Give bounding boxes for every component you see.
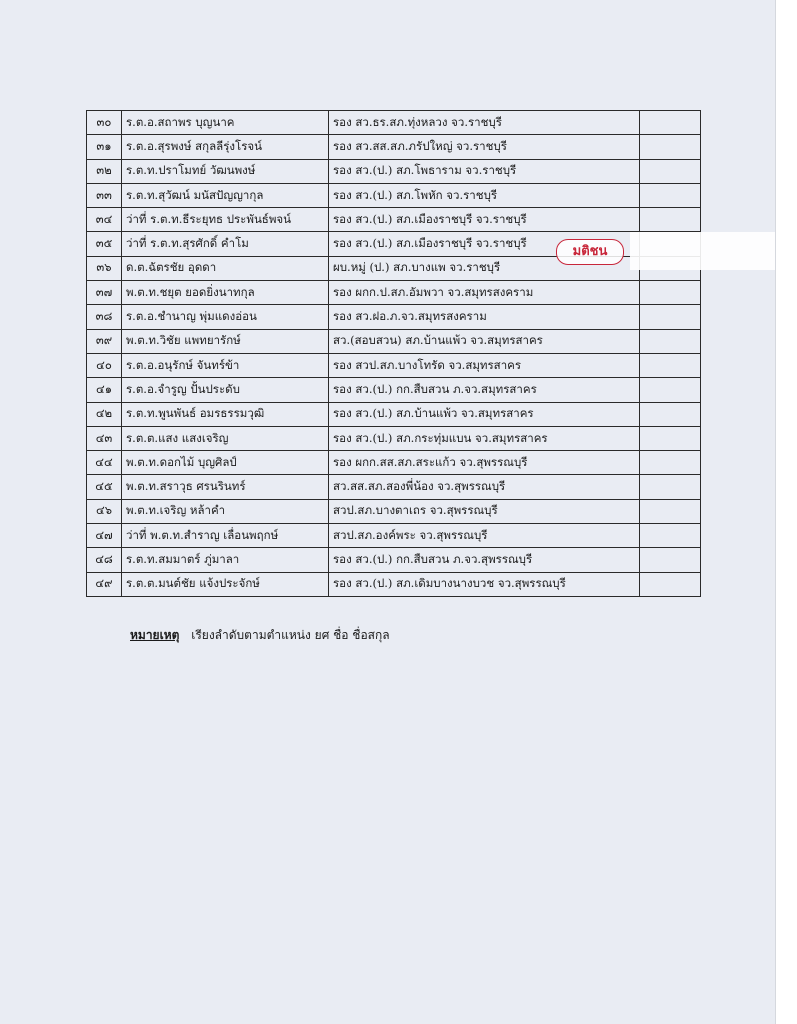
row-number: ๓๐: [87, 111, 122, 135]
person-name: ร.ต.ท.สมมาตร์ ภู่มาลา: [122, 548, 329, 572]
person-position: รอง สว.ฝอ.ภ.จว.สมุทรสงคราม: [329, 305, 640, 329]
row-number: ๓๕: [87, 232, 122, 256]
person-position: รอง สว.(ป.) สภ.โพธาราม จว.ราชบุรี: [329, 159, 640, 183]
remark-cell: [640, 524, 701, 548]
person-name: ร.ต.ท.พูนพันธ์ อมรธรรมวุฒิ: [122, 402, 329, 426]
row-number: ๔๒: [87, 402, 122, 426]
person-name: พ.ต.ท.ชยุต ยอดยิ่งนาทกุล: [122, 281, 329, 305]
table-row: [87, 159, 701, 183]
row-number: ๔๔: [87, 451, 122, 475]
person-position: รอง ผกก.สส.สภ.สระแก้ว จว.สุพรรณบุรี: [329, 451, 640, 475]
row-number: ๔๕: [87, 475, 122, 499]
table-row: [87, 353, 701, 377]
person-name: พ.ต.ท.สราวุธ ศรนรินทร์: [122, 475, 329, 499]
table-row: [87, 281, 701, 305]
row-number: ๓๓: [87, 183, 122, 207]
person-position: รอง สว.(ป.) สภ.โพหัก จว.ราชบุรี: [329, 183, 640, 207]
person-name: ว่าที่ ร.ต.ท.ธีระยุทธ ประพันธ์พจน์: [122, 208, 329, 232]
row-number: ๔๙: [87, 572, 122, 596]
table-row: [87, 111, 701, 135]
remark-cell: [640, 426, 701, 450]
remark-cell: [640, 329, 701, 353]
person-position: ผบ.หมู่ (ป.) สภ.บางแพ จว.ราชบุรี: [329, 256, 640, 280]
row-number: ๓๖: [87, 256, 122, 280]
row-number: ๔๐: [87, 353, 122, 377]
person-name: พ.ต.ท.วิชัย แพทยารักษ์: [122, 329, 329, 353]
personnel-table-body: [87, 111, 701, 597]
table-row: [87, 451, 701, 475]
remark-cell: [640, 135, 701, 159]
table-row: [87, 208, 701, 232]
person-position: รอง สว.(ป.) กก.สืบสวน ภ.จว.สมุทรสาคร: [329, 378, 640, 402]
person-name: ร.ต.อ.สถาพร บุญนาค: [122, 111, 329, 135]
person-name: ร.ต.ท.ปราโมทย์ วัฒนพงษ์: [122, 159, 329, 183]
remark-text: เรียงลำดับตามตำแหน่ง ยศ ชื่อ ชื่อสกุล: [191, 628, 390, 642]
person-name: ร.ต.ต.แสง แสงเจริญ: [122, 426, 329, 450]
table-row: [87, 475, 701, 499]
remark-cell: [640, 499, 701, 523]
person-position: รอง สว.ธร.สภ.ทุ่งหลวง จว.ราชบุรี: [329, 111, 640, 135]
remark-cell: [640, 378, 701, 402]
person-position: รอง สว.(ป.) สภ.กระทุ่มแบน จว.สมุทรสาคร: [329, 426, 640, 450]
remark-cell: [640, 572, 701, 596]
row-number: ๓๒: [87, 159, 122, 183]
person-position: รอง สว.(ป.) สภ.เมืองราชบุรี จว.ราชบุรี: [329, 232, 640, 256]
remark-cell: [640, 111, 701, 135]
table-row: [87, 135, 701, 159]
remark-cell: [640, 451, 701, 475]
table-row: [87, 426, 701, 450]
person-name: พ.ต.ท.เจริญ หล้าคำ: [122, 499, 329, 523]
remark-cell: [640, 208, 701, 232]
table-row: [87, 524, 701, 548]
table-row: [87, 305, 701, 329]
person-name: ว่าที่ พ.ต.ท.สำราญ เลื่อนพฤกษ์: [122, 524, 329, 548]
watermark-band: [630, 232, 797, 270]
person-name: ร.ต.อ.สุรพงษ์ สกุลลีรุ่งโรจน์: [122, 135, 329, 159]
table-row: [87, 402, 701, 426]
matichon-watermark-stamp: มติชน: [556, 239, 624, 265]
row-number: ๓๗: [87, 281, 122, 305]
remark-cell: [640, 353, 701, 377]
table-row: [87, 378, 701, 402]
row-number: ๔๑: [87, 378, 122, 402]
person-position: รอง สว.(ป.) สภ.เดิมบางนางบวช จว.สุพรรณบุรี: [329, 572, 640, 596]
remark-cell: [640, 475, 701, 499]
remark-cell: [640, 281, 701, 305]
person-name: ร.ต.ต.มนต์ชัย แจ้งประจักษ์: [122, 572, 329, 596]
person-position: สวป.สภ.องค์พระ จว.สุพรรณบุรี: [329, 524, 640, 548]
row-number: ๔๘: [87, 548, 122, 572]
remark-cell: [640, 305, 701, 329]
person-name: ว่าที่ ร.ต.ท.สุรศักดิ์ คำโม: [122, 232, 329, 256]
table-row: [87, 499, 701, 523]
person-name: ร.ต.อ.ชำนาญ พุ่มแดงอ่อน: [122, 305, 329, 329]
person-name: ร.ต.อ.จำรูญ ปั้นประดับ: [122, 378, 329, 402]
person-position: รอง สว.(ป.) สภ.บ้านแพ้ว จว.สมุทรสาคร: [329, 402, 640, 426]
person-name: ร.ต.อ.อนุรักษ์ จันทร์ข้า: [122, 353, 329, 377]
row-number: ๓๔: [87, 208, 122, 232]
table-row: [87, 548, 701, 572]
remark-cell: [640, 183, 701, 207]
row-number: ๓๙: [87, 329, 122, 353]
person-position: สวป.สภ.บางตาเถร จว.สุพรรณบุรี: [329, 499, 640, 523]
person-name: พ.ต.ท.ดอกไม้ บุญศิลป์: [122, 451, 329, 475]
remark-label: หมายเหตุ: [130, 628, 180, 642]
row-number: ๔๖: [87, 499, 122, 523]
page-edge: [775, 0, 797, 1024]
person-position: รอง สวป.สภ.บางโทรัด จว.สมุทรสาคร: [329, 353, 640, 377]
table-row: [87, 329, 701, 353]
person-name: ร.ต.ท.สุวัฒน์ มนัสปัญญากุล: [122, 183, 329, 207]
person-position: รอง สว.(ป.) สภ.เมืองราชบุรี จว.ราชบุรี: [329, 208, 640, 232]
row-number: ๓๑: [87, 135, 122, 159]
remark-note: [130, 626, 390, 645]
table-row: [87, 572, 701, 596]
person-position: สว.สส.สภ.สองพี่น้อง จว.สุพรรณบุรี: [329, 475, 640, 499]
remark-cell: [640, 548, 701, 572]
personnel-table: [86, 110, 701, 597]
person-position: สว.(สอบสวน) สภ.บ้านแพ้ว จว.สมุทรสาคร: [329, 329, 640, 353]
row-number: ๓๘: [87, 305, 122, 329]
table-row: [87, 183, 701, 207]
row-number: ๔๗: [87, 524, 122, 548]
person-position: รอง สว.(ป.) กก.สืบสวน ภ.จว.สุพรรณบุรี: [329, 548, 640, 572]
person-position: รอง ผกก.ป.สภ.อัมพวา จว.สมุทรสงคราม: [329, 281, 640, 305]
row-number: ๔๓: [87, 426, 122, 450]
remark-cell: [640, 159, 701, 183]
remark-cell: [640, 402, 701, 426]
person-position: รอง สว.สส.สภ.ภรัปใหญ่ จว.ราชบุรี: [329, 135, 640, 159]
person-name: ด.ต.ฉัตรชัย อุดดา: [122, 256, 329, 280]
